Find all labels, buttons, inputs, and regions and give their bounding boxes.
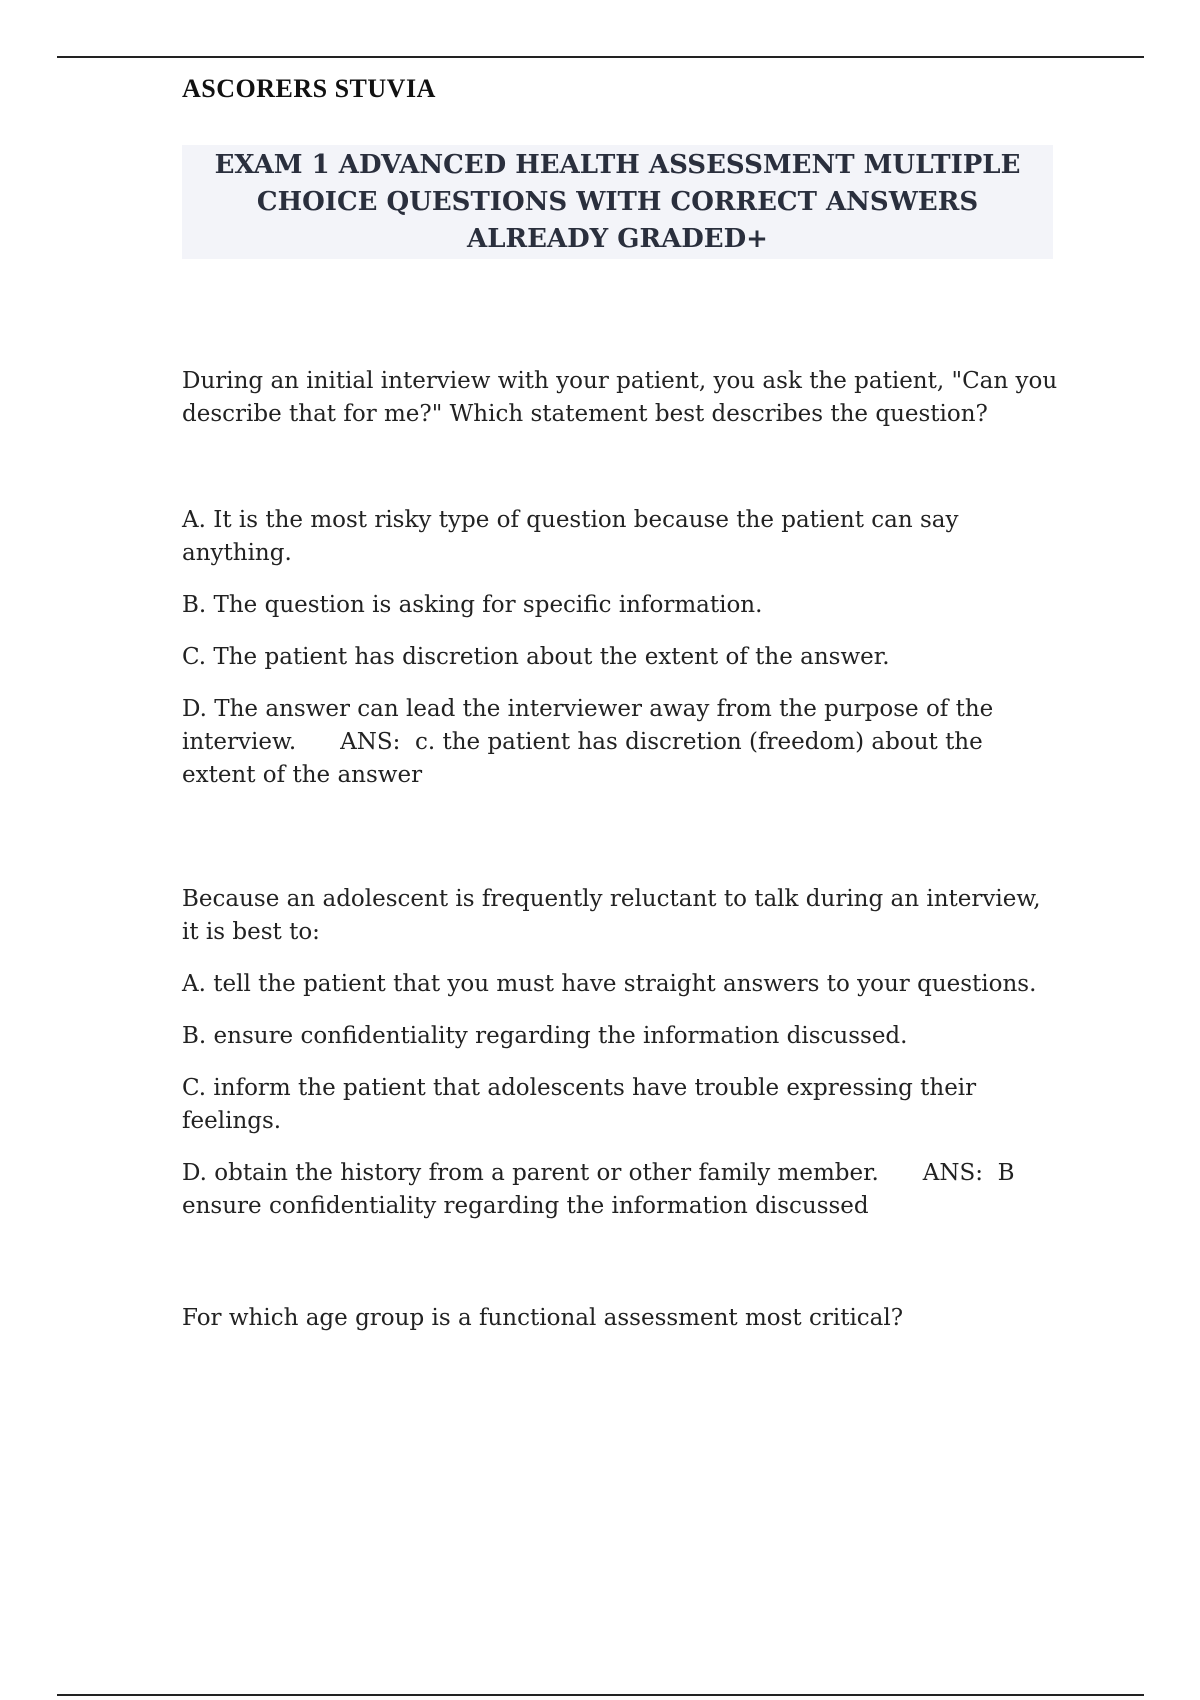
question-2-text: Because an adolescent is frequently reluctant to talk during an interview, it is best to:	[182, 886, 1041, 945]
question-2-option-c: C. inform the patient that adolescents have trouble expressing their feelings.	[182, 1075, 977, 1134]
question-1-option-c: C. The patient has discretion about the extent of the answer.	[182, 644, 890, 670]
question-3-text: For which age group is a functional assessment most critical?	[182, 1305, 904, 1331]
question-2-option-a: A. tell the patient that you must have straight answers to your questions.	[182, 971, 1037, 997]
bottom-rule	[57, 1694, 1144, 1696]
question-1-text: During an initial interview with your patient, you ask the patient, "Can you describe that for me?" Which statement best describes the question?	[182, 368, 1058, 427]
question-2-option-d: D. obtain the history from a parent or other family member. ANS: B ensure confidentiality regarding the information discussed	[182, 1160, 1022, 1219]
question-1-option-b: B. The question is asking for specific information.	[182, 592, 763, 618]
document-title: EXAM 1 ADVANCED HEALTH ASSESSMENT MULTIPLE CHOICE QUESTIONS WITH CORRECT ANSWERS ALREADY GRADED+	[214, 149, 1021, 254]
spacer	[182, 1242, 1062, 1302]
question-2-option-b: B. ensure confidentiality regarding the information discussed.	[182, 1023, 908, 1049]
document-body	[182, 365, 1062, 1335]
header-label: ASCORERS STUVIA	[182, 74, 436, 103]
top-rule	[57, 56, 1144, 58]
spacer	[182, 811, 1062, 883]
question-1-option-d: D. The answer can lead the interviewer away from the purpose of the interview. ANS: c. the patient has discretion (freedom) about the extent of the answer	[182, 696, 1001, 788]
title-box	[182, 145, 1053, 259]
question-1-option-a: A. It is the most risky type of question because the patient can say anything.	[182, 507, 959, 566]
